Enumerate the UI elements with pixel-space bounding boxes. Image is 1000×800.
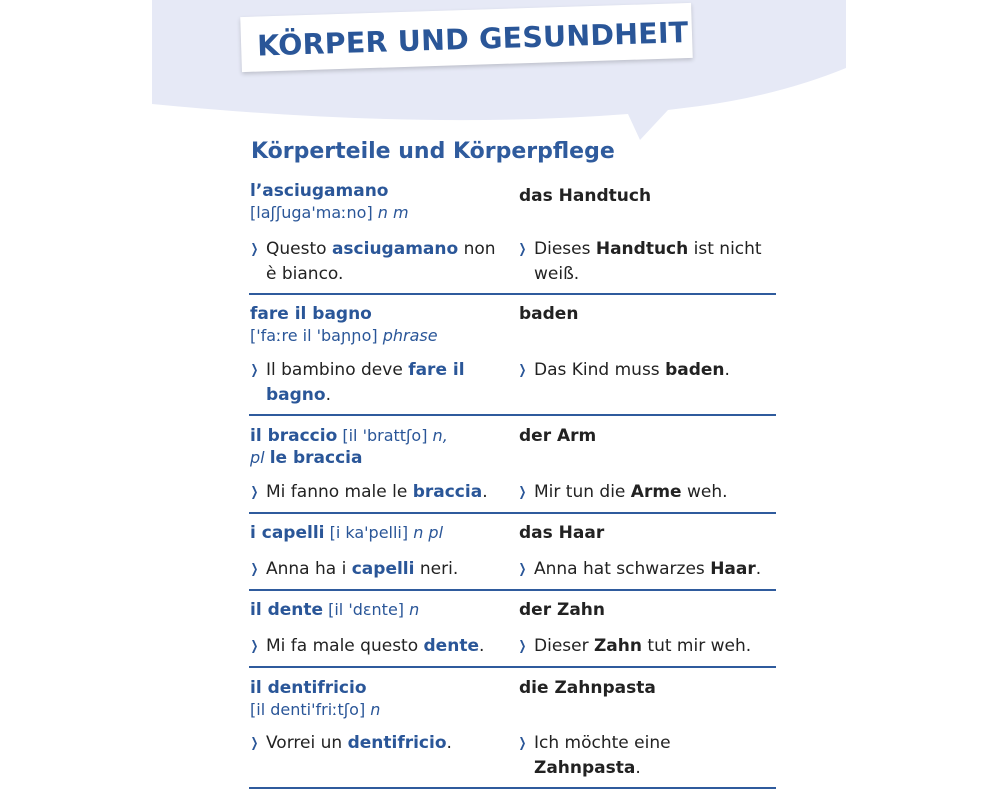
- text-part: [il denti'friːtʃo]: [250, 700, 371, 719]
- text-part: Arme: [630, 482, 682, 502]
- term-line: [250, 599, 510, 621]
- text-part: fare il bagno: [250, 304, 372, 324]
- term-line: [250, 677, 510, 699]
- example-text: [517, 358, 779, 383]
- text-part: dentifricio: [347, 733, 447, 753]
- divider: [249, 666, 776, 668]
- example-line: [266, 264, 343, 284]
- german-translation: [519, 677, 769, 699]
- divider: [249, 589, 776, 591]
- text-part: i capelli: [250, 523, 325, 543]
- text-part: capelli: [351, 559, 415, 579]
- text-part: Dieses: [534, 239, 596, 259]
- translation-word: das Handtuch: [519, 186, 652, 206]
- chevron-right-icon: ❯: [250, 736, 259, 751]
- text-part: è bianco.: [266, 264, 344, 284]
- text-part: non: [458, 239, 496, 259]
- example-text: [249, 358, 511, 408]
- chevron-right-icon: ❯: [518, 485, 527, 500]
- text-part: .: [478, 636, 485, 656]
- italian-term: [250, 599, 510, 621]
- text-part: Ich möchte eine: [534, 733, 671, 753]
- german-example: [517, 237, 779, 287]
- text-part: il dentifricio: [250, 678, 367, 698]
- chevron-right-icon: ❯: [518, 562, 527, 577]
- term-line: [250, 180, 510, 202]
- text-part: tut mir weh.: [642, 636, 752, 656]
- divider: [249, 787, 776, 789]
- translation-word: der Arm: [519, 426, 597, 446]
- chevron-right-icon: ❯: [518, 639, 527, 654]
- divider: [249, 512, 776, 514]
- chevron-right-icon: ❯: [250, 562, 259, 577]
- text-part: [il 'brattʃo]: [337, 426, 433, 445]
- german-example: [517, 731, 779, 781]
- translation-word: baden: [519, 304, 579, 324]
- italian-example: [249, 557, 511, 582]
- example-line: [266, 559, 458, 579]
- example-line: [534, 239, 762, 259]
- text-part: Mir tun die: [534, 482, 631, 502]
- italian-example: [249, 731, 511, 756]
- text-part: [i ka'pelli]: [324, 523, 414, 542]
- example-line: [266, 360, 465, 380]
- chevron-right-icon: ❯: [250, 485, 259, 500]
- text-part: n: [370, 700, 381, 719]
- term-line: [250, 325, 510, 347]
- text-part: Mi fanno male le: [266, 482, 413, 502]
- german-example: [517, 358, 779, 383]
- text-part: baden: [665, 360, 725, 380]
- text-part: n,: [432, 426, 448, 445]
- text-part: Vorrei un: [266, 733, 348, 753]
- text-part: l’asciugamano: [250, 181, 389, 201]
- text-part: Zahnpasta: [534, 758, 636, 778]
- divider: [249, 293, 776, 295]
- chevron-right-icon: ❯: [518, 363, 527, 378]
- text-part: [il 'dɛnte]: [323, 600, 410, 619]
- term-line: [250, 699, 510, 721]
- text-part: Handtuch: [595, 239, 689, 259]
- example-text: [249, 480, 511, 505]
- italian-term: [250, 425, 510, 469]
- translation-word: der Zahn: [519, 600, 606, 620]
- example-text: [249, 557, 511, 582]
- text-part: Mi fa male questo: [266, 636, 424, 656]
- text-part: Zahn: [593, 636, 642, 656]
- text-part: .: [482, 482, 488, 502]
- text-part: .: [446, 733, 452, 753]
- term-line: [250, 303, 510, 325]
- example-line: [534, 733, 671, 753]
- italian-example: [249, 480, 511, 505]
- example-line: [534, 559, 761, 579]
- divider: [249, 414, 776, 416]
- example-line: [534, 360, 730, 380]
- text-part: n m: [377, 203, 409, 222]
- german-example: [517, 480, 779, 505]
- text-part: ist nicht: [688, 239, 762, 259]
- text-part: .: [755, 559, 762, 579]
- italian-term: [250, 677, 510, 721]
- text-part: ['faːre il 'baɲɲo]: [250, 326, 383, 345]
- text-part: il dente: [250, 600, 324, 620]
- german-translation: [519, 599, 769, 621]
- text-part: Il bambino deve: [266, 360, 409, 380]
- italian-term: [250, 303, 510, 347]
- chevron-right-icon: ❯: [250, 242, 259, 257]
- example-line: [266, 733, 452, 753]
- german-translation: [519, 425, 769, 447]
- text-part: Anna hat schwarzes: [534, 559, 711, 579]
- example-text: [249, 237, 511, 287]
- italian-term: [250, 180, 510, 224]
- german-translation: [519, 303, 769, 325]
- chevron-right-icon: ❯: [250, 639, 259, 654]
- text-part: Das Kind muss: [534, 360, 666, 380]
- text-part: weiß.: [534, 264, 580, 284]
- example-text: [249, 634, 511, 659]
- text-part: braccia: [412, 482, 483, 502]
- german-example: [517, 557, 779, 582]
- chevron-right-icon: ❯: [518, 242, 527, 257]
- italian-term: [250, 522, 510, 544]
- text-part: Questo: [266, 239, 332, 259]
- chevron-right-icon: ❯: [518, 736, 527, 751]
- example-text: [517, 634, 779, 659]
- text-part: n pl: [413, 523, 444, 542]
- text-part: bagno: [266, 385, 326, 405]
- text-part: pl: [250, 448, 270, 467]
- example-text: [517, 237, 779, 287]
- text-part: phrase: [382, 326, 438, 345]
- example-line: [266, 636, 484, 656]
- italian-example: [249, 634, 511, 659]
- text-part: neri.: [414, 559, 459, 579]
- example-text: [517, 731, 779, 781]
- italian-example: [249, 237, 511, 287]
- text-part: fare il: [408, 360, 465, 380]
- text-part: .: [724, 360, 730, 380]
- example-line: [534, 482, 728, 502]
- example-line: [534, 636, 751, 656]
- text-part: .: [325, 385, 331, 405]
- term-line: [250, 425, 510, 447]
- term-line: [250, 447, 510, 469]
- example-line: [534, 758, 641, 778]
- example-line: [534, 264, 579, 284]
- translation-word: die Zahnpasta: [519, 678, 656, 698]
- chapter-title: KÖRPER UND GESUNDHEIT: [256, 16, 689, 63]
- german-example: [517, 634, 779, 659]
- text-part: weh.: [681, 482, 728, 502]
- example-line: [266, 239, 496, 259]
- text-part: Haar: [710, 559, 756, 579]
- text-part: Dieser: [534, 636, 594, 656]
- example-line: [266, 482, 488, 502]
- text-part: n: [409, 600, 420, 619]
- italian-example: [249, 358, 511, 408]
- text-part: asciugamano: [331, 239, 459, 259]
- text-part: [laʃʃuga'maːno]: [250, 203, 378, 222]
- example-text: [517, 557, 779, 582]
- german-translation: [519, 522, 769, 544]
- example-text: [517, 480, 779, 505]
- text-part: il braccio: [250, 426, 338, 446]
- text-part: dente: [423, 636, 479, 656]
- section-title: Körperteile und Körperpflege: [251, 139, 615, 164]
- term-line: [250, 522, 510, 544]
- chevron-right-icon: ❯: [250, 363, 259, 378]
- text-part: le braccia: [269, 448, 363, 468]
- example-text: [249, 731, 511, 756]
- text-part: .: [635, 758, 641, 778]
- translation-word: das Haar: [519, 523, 605, 543]
- german-translation: [519, 185, 769, 207]
- term-line: [250, 202, 510, 224]
- text-part: Anna ha i: [266, 559, 352, 579]
- example-line: [266, 385, 331, 405]
